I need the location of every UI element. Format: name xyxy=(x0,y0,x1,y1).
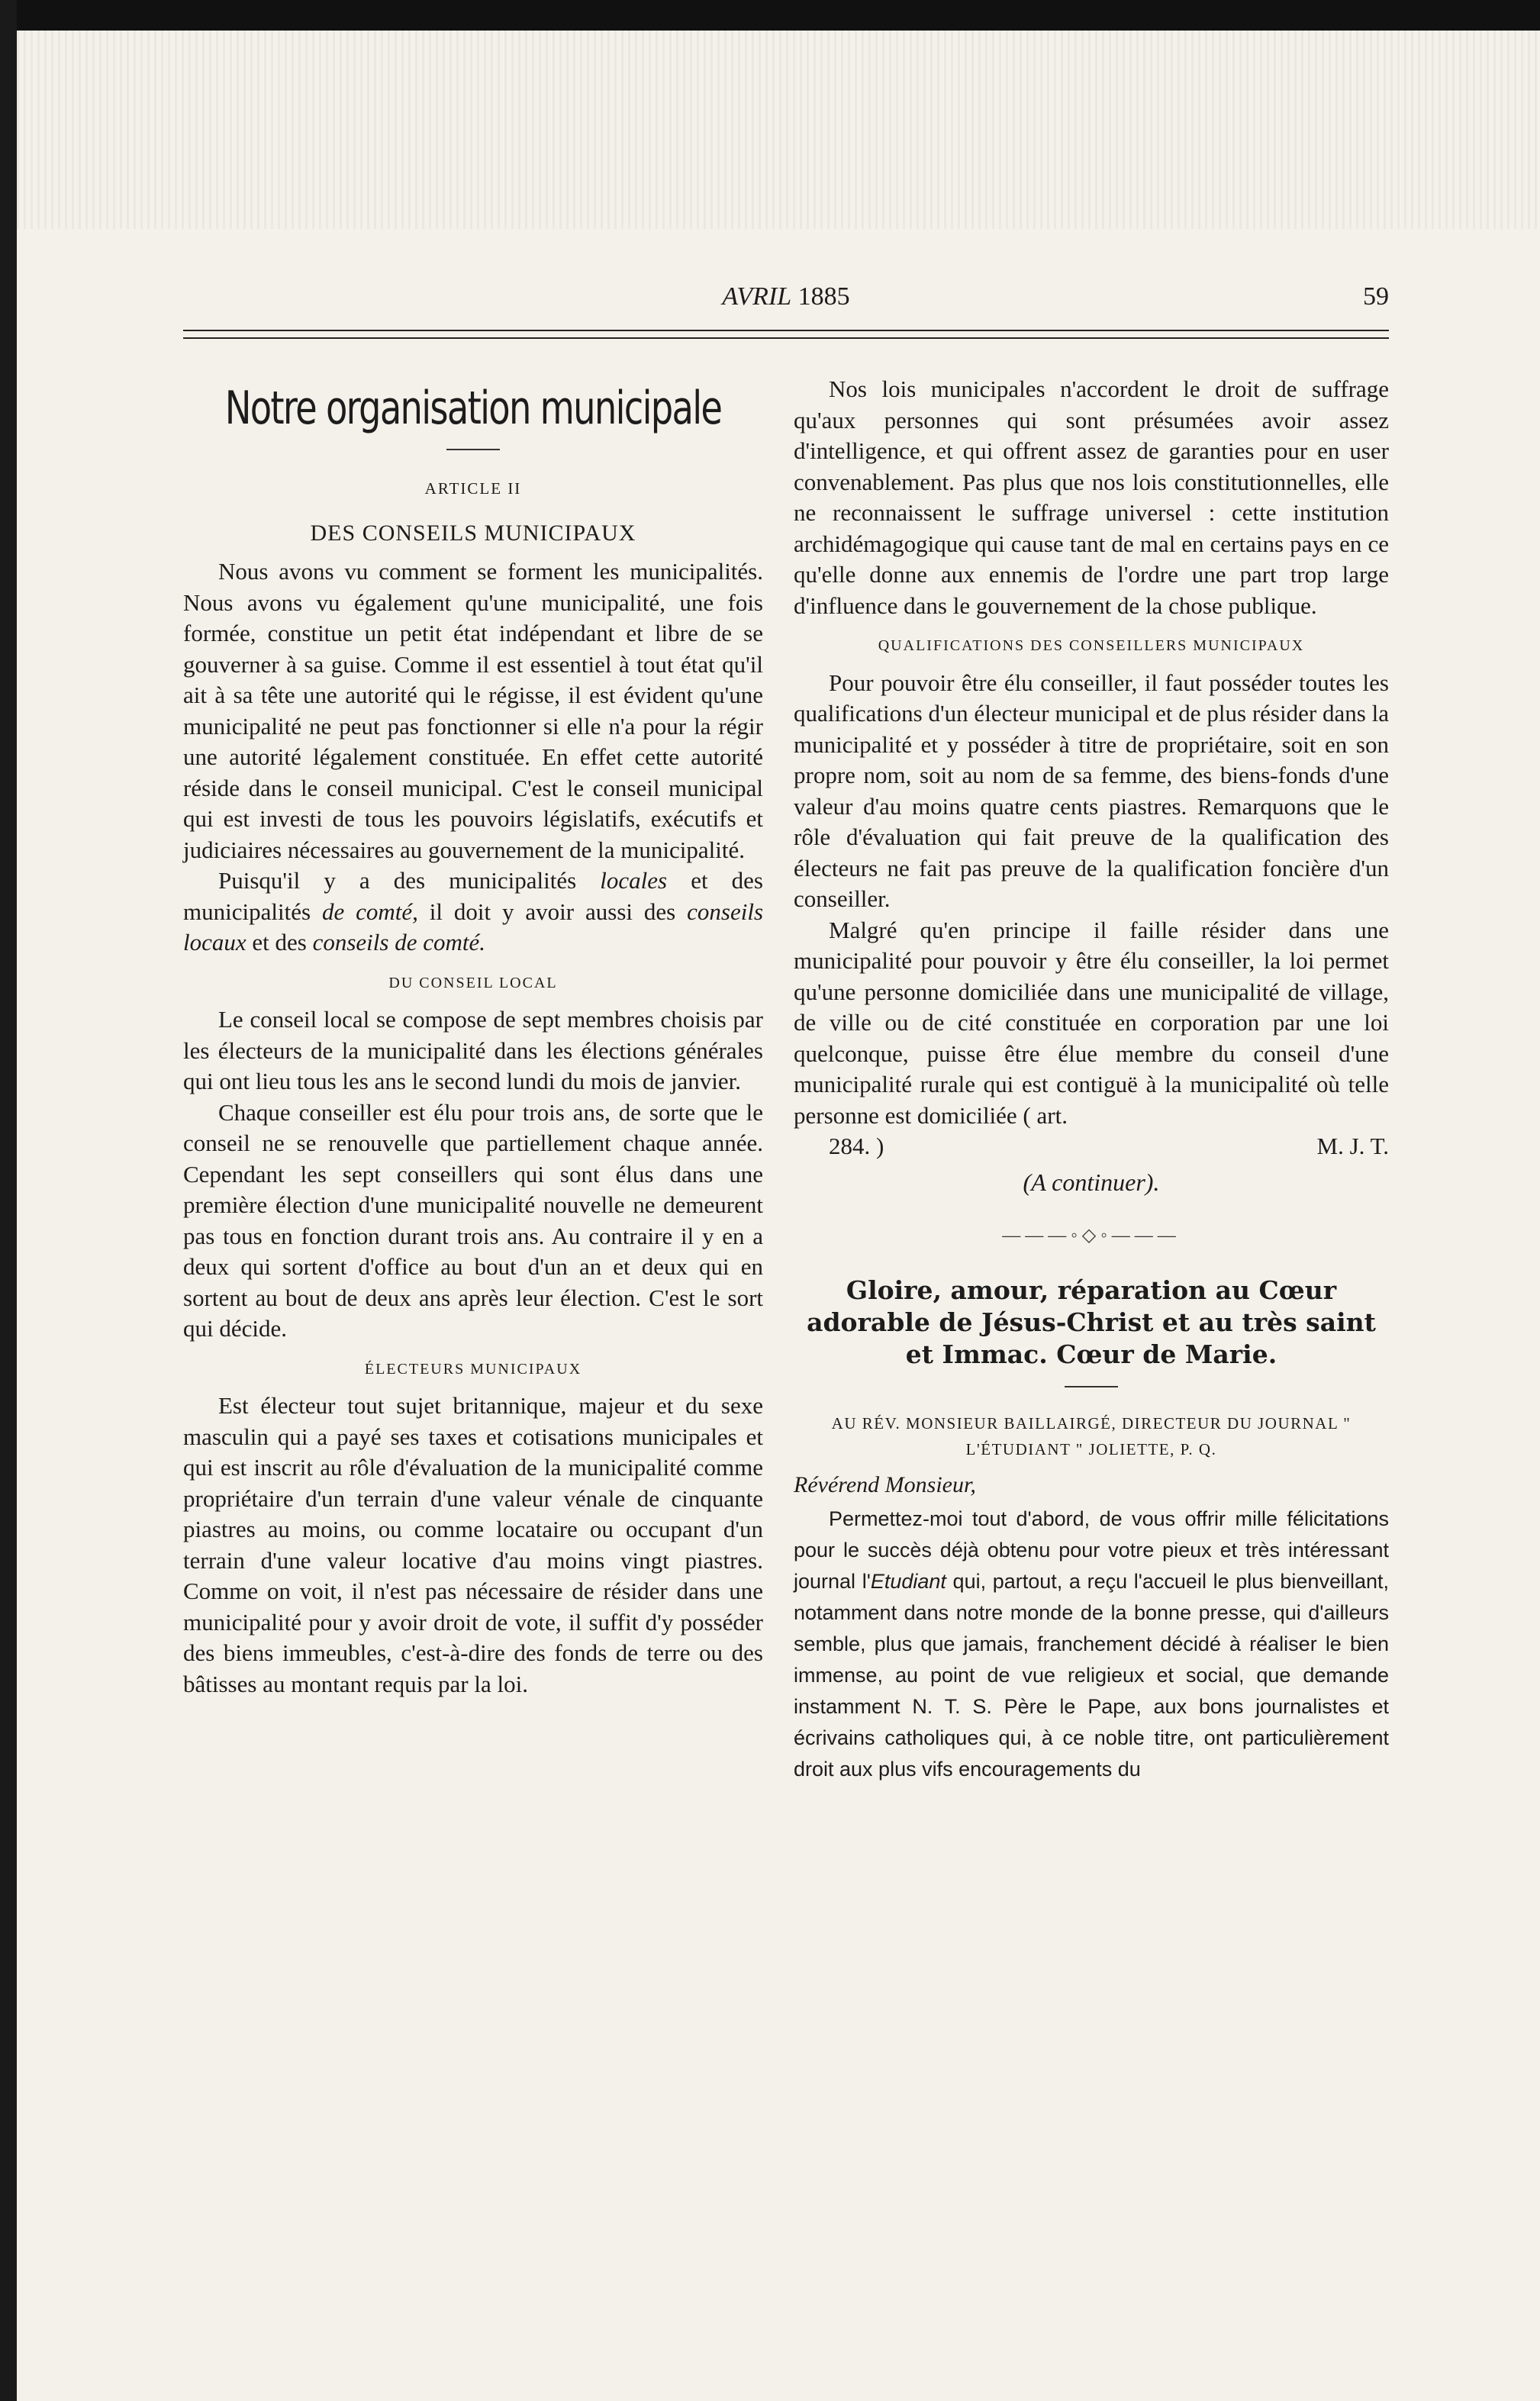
para2-italic-conseils-locaux: conseils locaux xyxy=(183,898,764,956)
header-year: 1885 xyxy=(797,282,850,311)
paragraph-8: Malgré qu'en principe il faille résider dans une municipalité pour pouvoir y être élu conseiller, la loi permet qu'une personne domiciliée dans une municipalité de village, de ville ou de cité constituée en corporation par une loi quelconque, puisse être élue membre du conseil d'une municipalité rurale qui est contiguë à la municipalité où telle personne est domiciliée ( art. xyxy=(794,916,1389,1129)
subhead-electeurs: ÉLECTEURS MUNICIPAUX xyxy=(364,1360,582,1378)
para2-italic-locales: locales xyxy=(600,867,668,894)
para2-italic-conseils-comte: conseils de comté. xyxy=(312,929,485,956)
letter-address: AU RÉV. MONSIEUR BAILLAIRGÉ, DIRECTEUR DU JOURNAL " L'ÉTUDIANT " JOLIETTE, P. Q. xyxy=(831,1413,1352,1458)
to-be-continued: (A continuer). xyxy=(1023,1168,1160,1196)
scan-left-border xyxy=(0,0,17,2401)
running-header xyxy=(183,282,1389,321)
author-signature: M. J. T. xyxy=(1316,1133,1389,1159)
letter-salutation: Révérend Monsieur, xyxy=(794,1471,976,1497)
signature-line xyxy=(794,1131,1389,1162)
letter-text-a: Permettez-moi tout d'abord, de vous offrir mille félicitations pour le succès déjà obtenu pour votre pieux et très intéressant journal l' xyxy=(794,1507,1389,1593)
header-month: AVRIL xyxy=(722,282,792,311)
paragraph-7: Pour pouvoir être élu conseiller, il faut posséder toutes les qualifications d'un électeur municipal et de plus résider dans la municipalité et y posséder à titre de propriétaire, soit en son propre nom, soit au nom de sa femme, des biens-fonds d'une valeur d'au moins quatre cents piastres. Remarquons que le rôle d'évaluation qui fait preuve de la qualification des électeurs ne fait pas preuve de la qualification foncière d'un conseiller. xyxy=(794,669,1389,912)
para2-text-g: et des xyxy=(252,929,307,956)
devotion-divider xyxy=(1065,1386,1118,1387)
para2-text-c: et des municipalités xyxy=(183,867,763,925)
paragraph-3: Le conseil local se compose de sept membres choisis par les électeurs de la municipalité dans les élections générales qui ont lieu tous les ans le second lundi du mois de janvier. xyxy=(183,1006,763,1094)
paragraph-4: Chaque conseiller est élu pour trois ans, de sorte que le conseil ne se renouvelle que partiellement chaque année. Cependant les sept conseillers qui sont élus dans une première élection d'une municipalité nouvelle ne demeurent pas tous en fonction durant trois ans. Au contraire il y en a deux qui sortent d'office au bout d'un an et deux qui en sortent au bout de deux ans après leur élection. C'est le sort qui décide. xyxy=(183,1098,763,1342)
article-title: Notre organisation municipale xyxy=(224,382,722,435)
para2-text-e: il doit y avoir aussi des xyxy=(429,898,676,925)
para2-italic-comte: de comté, xyxy=(321,898,418,925)
article-label: ARTICLE II xyxy=(424,479,522,498)
paragraph-2 xyxy=(183,865,763,959)
paragraph-5: Est électeur tout sujet britannique, majeur et du sexe masculin qui a payé ses taxes et cotisations municipales et qui est inscrit au rôle d'évaluation de la municipalité comme propriétaire d'un terrain d'une valeur vénale de cinquante piastres au moins, ou comme locataire ou occupant d'un terrain d'une valeur locative d'au moins vingt piastres. Comme on voit, il n'est pas nécessaire de résider dans une municipalité pour y avoir droit de vote, il suffit d'y posséder des biens immeubles, c'est-à-dire des fonds de terre ou des bâtisses au montant requis par la loi. xyxy=(183,1392,763,1697)
devotion-title: Gloire, amour, réparation au Cœur adorable de Jésus-Christ et au très saint et Immac. Cœur de Marie. xyxy=(807,1275,1376,1369)
scan-top-border xyxy=(0,0,1540,31)
title-divider xyxy=(446,449,500,450)
para2-text-a: Puisqu'il y a des municipalités xyxy=(218,867,577,894)
left-column xyxy=(183,374,763,2328)
letter-body xyxy=(794,1503,1389,1785)
paragraph-6: Nos lois municipales n'accordent le droit de suffrage qu'aux personnes qui sont présumées avoir assez d'intelligence, et qui offrent assez de garanties pour en user convenablement. Pas plus que nos lois constitutionnelles, elle ne reconnaissent le suffrage universel : cette institution archidémagogique qui cause tant de mal en certains pays en ce qu'elle donne aux ennemis de l'ordre une part trop large d'influence dans le gouvernement de la chose publique. xyxy=(794,375,1389,619)
subhead-qualifications: QUALIFICATIONS DES CONSEILLERS MUNICIPAUX xyxy=(878,637,1305,654)
header-rule-bottom xyxy=(183,337,1389,339)
header-rule-top xyxy=(183,330,1389,331)
page-number: 59 xyxy=(1363,282,1389,311)
letter-text-b: qui, partout, a reçu l'accueil le plus bienveillant, notamment dans notre monde de la bonne presse, qui d'ailleurs semble, plus que jamais, franchement décidé à réaliser le bien immense, au point de vue religieux et social, que demande instamment N. T. S. Père le Pape, aux bons journalistes et écrivains catholiques qui, à ce noble titre, ont particulièrement droit aux plus vifs encouragements du xyxy=(794,1570,1389,1781)
section-title: DES CONSEILS MUNICIPAUX xyxy=(310,520,636,546)
header-date xyxy=(183,282,1389,311)
section-ornament: ———◦◇◦——— xyxy=(1002,1226,1181,1246)
right-column xyxy=(794,374,1389,2328)
paragraph-1: Nous avons vu comment se forment les municipalités. Nous avons vu également qu'une municipalité, une fois formée, constitue un petit état indépendant et libre de se gouverner à sa guise. Comme il est essentiel à tout état qu'il ait à sa tête une autorité qui le régisse, il est évident qu'une municipalité ne peut pas fonctionner si elle n'a pour la régir une autorité légalement constituée. En effet cette autorité réside dans le conseil municipal. C'est le conseil municipal qui est investi de tous les pouvoirs législatifs, exécutifs et judiciaires nécessaires au gouvernement de la municipalité. xyxy=(183,558,763,863)
subhead-conseil-local: DU CONSEIL LOCAL xyxy=(388,974,558,991)
scan-noise xyxy=(17,31,1540,229)
article-reference: 284. ) xyxy=(829,1133,884,1159)
letter-italic-etudiant: Etudiant xyxy=(870,1570,946,1593)
